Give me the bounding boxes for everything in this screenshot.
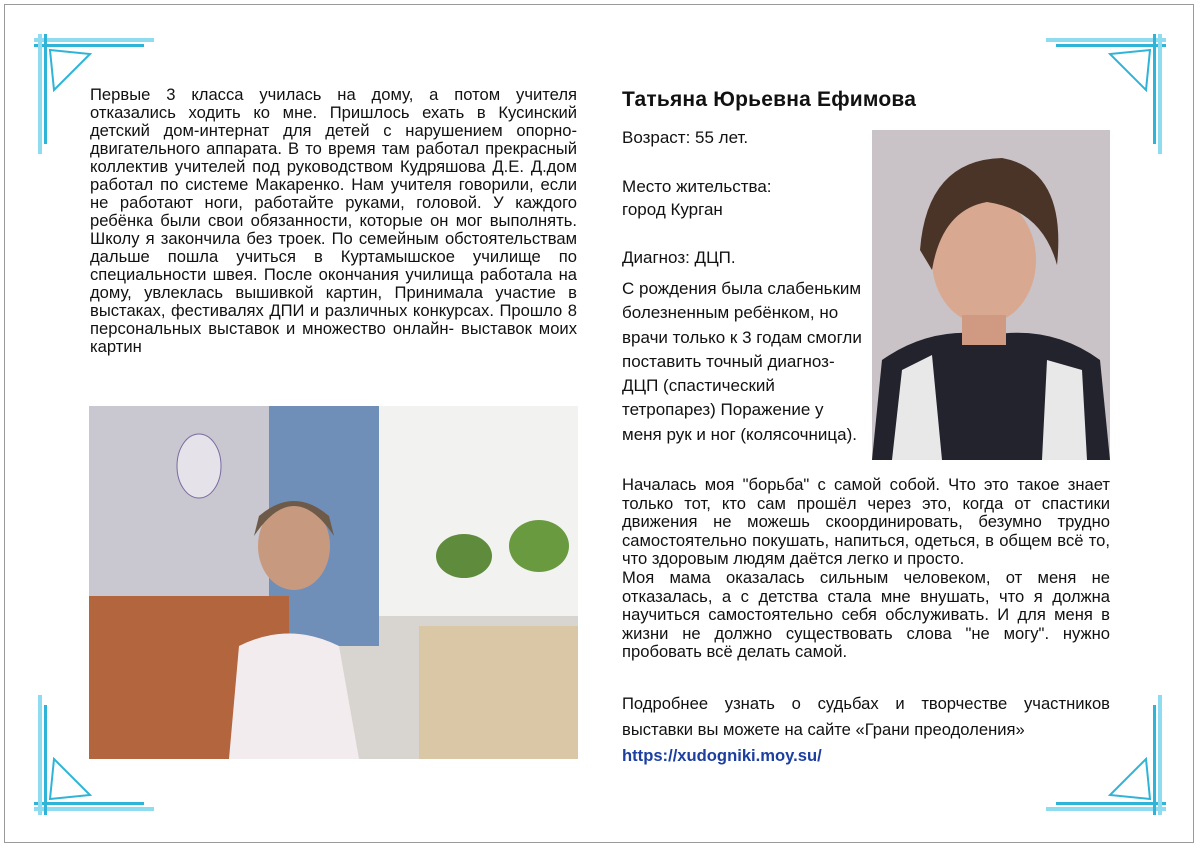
story-section — [622, 476, 1110, 662]
residence-block — [622, 175, 772, 221]
residence-value: город Курган — [622, 200, 723, 219]
residence-label: Место жительства: — [622, 177, 772, 196]
age-text: Возраст: 55 лет. — [622, 128, 749, 147]
footer-text: Подробнее узнать о судьбах и творчестве участников выставки вы можете на сайте «Грани преодоления» — [622, 694, 1110, 739]
website-link[interactable]: https://xudogniki.moy.su/ — [622, 746, 822, 765]
story-paragraph-2: Моя мама оказалась сильным человеком, от меня не отказалась, а с детства стала мне внушать, что я должна научиться самостоятельно себя обслуживать. И для меня в жизни не должно существовать слова "не могу". нужно пробовать всё делать самой. — [622, 567, 1110, 662]
story-paragraph-1: Началась моя "борьба" с самой собой. Что это такое знает только тот, кто сам прошёл через это, когда от спастики движения не можешь скоординировать, безумно трудно самостоятельно покушать, напиться, одеться, в общем всё то, что здоровым людям даётся легко и просто. — [622, 475, 1110, 569]
footer-section — [622, 691, 1110, 769]
person-name: Татьяна Юрьевна Ефимова — [622, 88, 917, 111]
home-photo — [89, 406, 578, 759]
diagnosis-text: Диагноз: ДЦП. — [622, 248, 736, 267]
biography-paragraph: Первые 3 класса училась на дому, а потом учителя отказались ходить ко мне. Пришлось ехать в Кусинский детский дом-интернат для детей с нарушением опорно-двигательного аппарата. В то время там работал прекрасный коллектив учителей под руководством Кудряшова Д.Е. Д.дом работал по системе Макаренко. Нам учителя говорили, если не работают ноги, работайте руками, головой. У каждого ребёнка были свои обязанности, которые он мог выполнять. Школу я закончила без троек. По семейным обстоятельствам дальше пошла учиться в Куртамышское училище по специальности швея. После окончания училища работала на дому, увлеклась вышивкой картин, Принимала участие в выстаках, фестивалях ДПИ и различных конкурсах. Прошло 8 персональных выставок и множество онлайн- выставок моих картин — [90, 85, 577, 356]
portrait-photo — [872, 130, 1110, 460]
birth-story-text: С рождения была слабеньким болезненным ребёнком, но врачи только к 3 годам смогли поставить точный диагноз- ДЦП (спастический тетропарез) Поражение у меня рук и ног (колясочница). — [622, 279, 862, 444]
